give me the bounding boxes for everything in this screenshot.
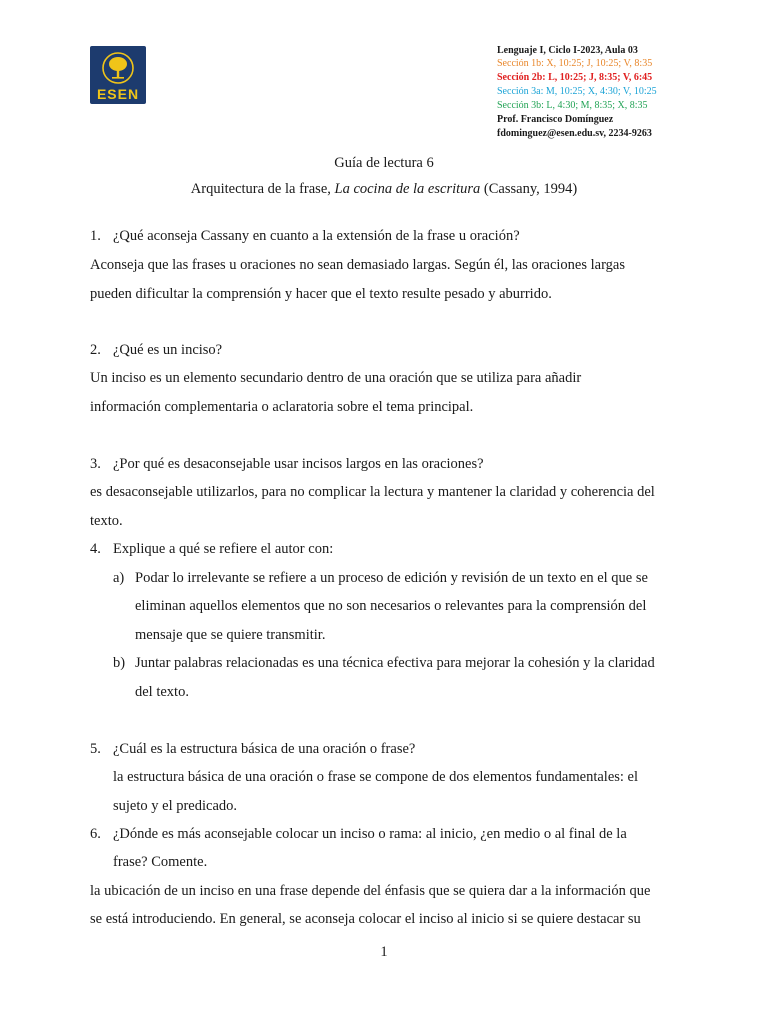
a5-line: sujeto y el predicado. xyxy=(113,798,238,814)
professor-name: Prof. Francisco Domínguez xyxy=(497,114,614,125)
q3-text: ¿Por qué es desaconsejable usar incisos largos en las oraciones? xyxy=(113,456,484,472)
a1-line: pueden dificultar la comprensión y hacer que el texto resulte pesado y aburrido. xyxy=(90,286,552,302)
a3-line: es desaconsejable utilizarlos, para no complicar la lectura y mantener la claridad y coherencia del xyxy=(90,484,655,500)
subtitle-citation: (Cassany, 1994) xyxy=(480,181,578,197)
q4a-line: eliminan aquellos elementos que no son necesarios o relevantes para la comprensión del xyxy=(135,598,647,614)
section-3a: Sección 3a: M, 10:25; X, 4:30; V, 10:25 xyxy=(497,86,657,97)
tree-icon xyxy=(90,46,146,86)
a6-line: la ubicación de un inciso en una frase depende del énfasis que se quiera dar a la información que xyxy=(90,883,651,899)
q4-text: Explique a qué se refiere el autor con: xyxy=(113,541,334,557)
q2-number: 2. xyxy=(90,342,101,358)
q3-number: 3. xyxy=(90,456,101,472)
q6-line: ¿Dónde es más aconsejable colocar un inciso o rama: al inicio, ¿en medio o al final de la xyxy=(113,826,627,842)
a2-line: Un inciso es un elemento secundario dentro de una oración que se utiliza para añadir xyxy=(90,370,582,386)
q4-number: 4. xyxy=(90,541,101,557)
section-1b: Sección 1b: X, 10:25; J, 10:25; V, 8:35 xyxy=(497,58,653,69)
q5-text: ¿Cuál es la estructura básica de una oración o frase? xyxy=(113,741,416,757)
page-number: 1 xyxy=(380,944,388,960)
q1-number: 1. xyxy=(90,228,101,244)
q4b-label: b) xyxy=(113,655,126,671)
q4a-label: a) xyxy=(113,570,125,586)
q5-number: 5. xyxy=(90,741,101,757)
subtitle-prefix: Arquitectura de la frase, xyxy=(190,181,335,197)
esen-logo xyxy=(90,46,146,104)
q4b-line: del texto. xyxy=(135,684,189,700)
a6-line: se está introduciendo. En general, se aconseja colocar el inciso al inicio si se quiere destacar su xyxy=(90,911,641,927)
subtitle-book: La cocina de la escritura xyxy=(334,181,481,197)
q1-text: ¿Qué aconseja Cassany en cuanto a la extensión de la frase u oración? xyxy=(113,228,520,244)
professor-contact: fdominguez@esen.edu.sv, 2234-9263 xyxy=(497,128,652,139)
section-3b: Sección 3b: L, 4:30; M, 8:35; X, 8:35 xyxy=(497,100,648,111)
q4a-line: mensaje que se quiere transmitir. xyxy=(135,627,326,643)
q4a-line: Podar lo irrelevante se refiere a un proceso de edición y revisión de un texto en el que se xyxy=(135,570,648,586)
course-info: Lenguaje I, Ciclo I-2023, Aula 03 xyxy=(497,45,638,56)
a1-line: Aconseja que las frases u oraciones no sean demasiado largas. Según él, las oraciones largas xyxy=(90,257,625,273)
q2-text: ¿Qué es un inciso? xyxy=(113,342,223,358)
logo-text: ESEN xyxy=(96,86,140,102)
guide-subtitle xyxy=(0,181,768,198)
guide-title: Guía de lectura 6 xyxy=(334,155,434,171)
a3-line: texto. xyxy=(90,513,123,529)
q4b-line: Juntar palabras relacionadas es una técnica efectiva para mejorar la cohesión y la claridad xyxy=(135,655,655,671)
a2-line: información complementaria o aclaratoria sobre el tema principal. xyxy=(90,399,474,415)
a5-line: la estructura básica de una oración o frase se compone de dos elementos fundamentales: el xyxy=(113,769,639,785)
section-2b: Sección 2b: L, 10:25; J, 8:35; V, 6:45 xyxy=(497,72,653,83)
q6-line: frase? Comente. xyxy=(113,854,208,870)
q6-number: 6. xyxy=(90,826,101,842)
